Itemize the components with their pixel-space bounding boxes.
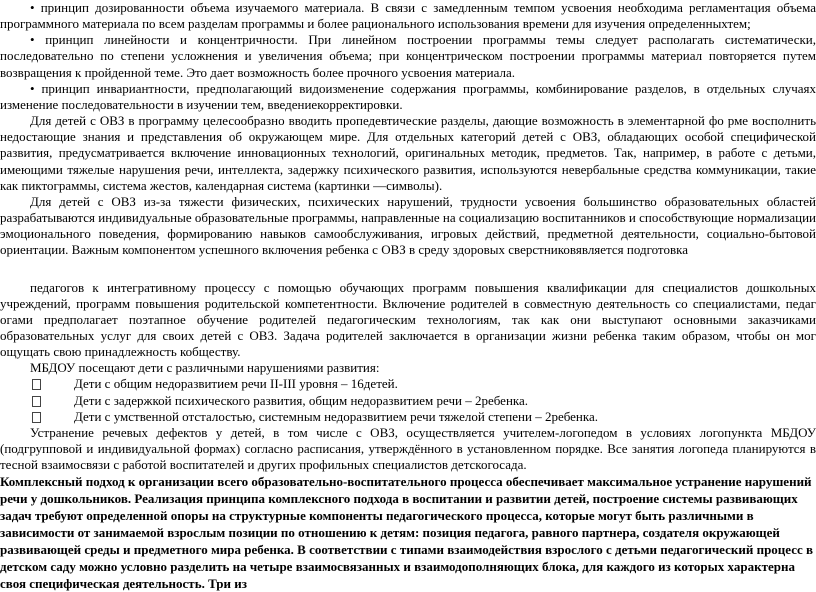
paragraph-gap — [0, 259, 816, 280]
list-item-text: Дети с задержкой психического развития, общим недоразвитием речи – 2ребенка. — [74, 392, 529, 408]
paragraph-teacher-training: педагогов к интегративному процессу с помощью обучающих программ повышения квалификации для специалистов дошкольных учреждений, программ повышения родительской компетентности. Включение родителей в совместную деятельность со специалистами, педаг огами предполагает поэтапное обучение родителей педагогическим технологиям, так как они выступают основными заказчиками образовательных услуг для своих детей с ОВЗ. Задача родителей заключается в организации жизни ребенка таким образом, чтобы он мог ощущать свою принадлежность кобществу. — [0, 279, 816, 360]
list-item-text: Дети с общим недоразвитием речи II-III уровня – 16детей. — [74, 376, 398, 392]
bullet-box-icon — [32, 379, 41, 390]
list-item-text: Дети с умственной отсталостью, системным недоразвитием речи тяжелой степени – 2ребенка. — [74, 408, 599, 424]
paragraph-individual-programs: Для детей с ОВЗ из-за тяжести физических, психических нарушений, трудности усвоения большинство образовательных областей разрабатываются индивидуальные образовательные программы, направленные на социализацию воспитанников и способствующие нормализации эмоционального поведения, формированию навыков самообслуживания, игровых действий, предметной деятельности, социально-бытовой ориентации. Важным компонентом успешного включения ребенка с ОВЗ в среду здоровых сверстниковявляется подготовка — [0, 193, 816, 258]
paragraph-principle-linearity: • принцип линейности и концентричности. При линейном построении программы темы следует располагать систематически, последовательно по степени усложнения и увеличения объема; при концентрическом построении программы материал повторяется путем возвращения к пройденной теме. Это дает возможность более прочного усвоения материала. — [0, 32, 816, 80]
bullet-box-icon — [32, 396, 41, 407]
bullet-box-icon — [32, 412, 41, 423]
list-item — [0, 376, 816, 392]
paragraph-principle-invariance: • принцип инвариантности, предполагающий видоизменение содержания программы, комбинирование разделов, в отдельных случаях изменение последовательности в изучении тем, введениекорректировки. — [0, 80, 816, 112]
list-item — [0, 409, 816, 425]
paragraph-speech-therapy: Устранение речевых дефектов у детей, в том числе с ОВЗ, осуществляется учителем-логопедом в условиях логопункта МБДОУ (подгрупповой и индивидуальной формах) согласно расписания, утверждённого в установленном порядке. Все занятия логопеда планируются в тесной взаимосвязи с работой воспитателей и других профильных специалистов детскогосада. — [0, 424, 816, 473]
paragraph-propaedeutic-sections: Для детей с ОВЗ в программу целесообразно вводить пропедевтические разделы, дающие возможность в элементарной фо рме восполнить недостающие знания и представления об окружающем мире. Для отдельных категорий детей с ОВЗ, обладающих особой специфической развития, предусматривается включение инновационных технологий, оригинальных методик, предметов. Так, например, в работе с детьми, имеющими тяжелые нарушения речи, интеллекта, задержку психического развития, используются невербальные средства коммуникации, такие как пиктограммы, система жестов, календарная система (картинки —символы). — [0, 113, 816, 193]
list-item — [0, 393, 816, 409]
paragraph-complex-approach: Комплексный подход к организации всего образовательно-воспитательного процесса обеспечивает максимальное устранение нарушений речи у дошкольников. Реализация принципа комплексного подхода в воспитании и развитии детей, построение системы развивающих задач требуют определенной опоры на структурные компоненты педагогического процесса, которые могут быть различными в зависимости от занимаемой взрослым позиции по отношению к детям: позиция педагога, равного партнера, создателя окружающей развивающей среды и предметного мира ребенка. В соответствии с типами взаимодействия взрослого с детьми педагогический процесс в детском саду можно условно разделить на четыре взаимосвязанных и взаимодополняющих блока, для каждого из которых характерна своя специфическая деятельность. Три из — [0, 474, 814, 592]
paragraph-principle-dosage: • принцип дозированности объема изучаемого материала. В связи с замедленным темпом усвоения необходима регламентация объема программного материала по всем разделам программы и более рационального использования времени для изучения определенныхтем; — [0, 0, 816, 32]
children-list — [0, 376, 816, 424]
paragraph-children-intro: МБДОУ посещают дети с различными нарушениями развития: — [30, 360, 380, 376]
